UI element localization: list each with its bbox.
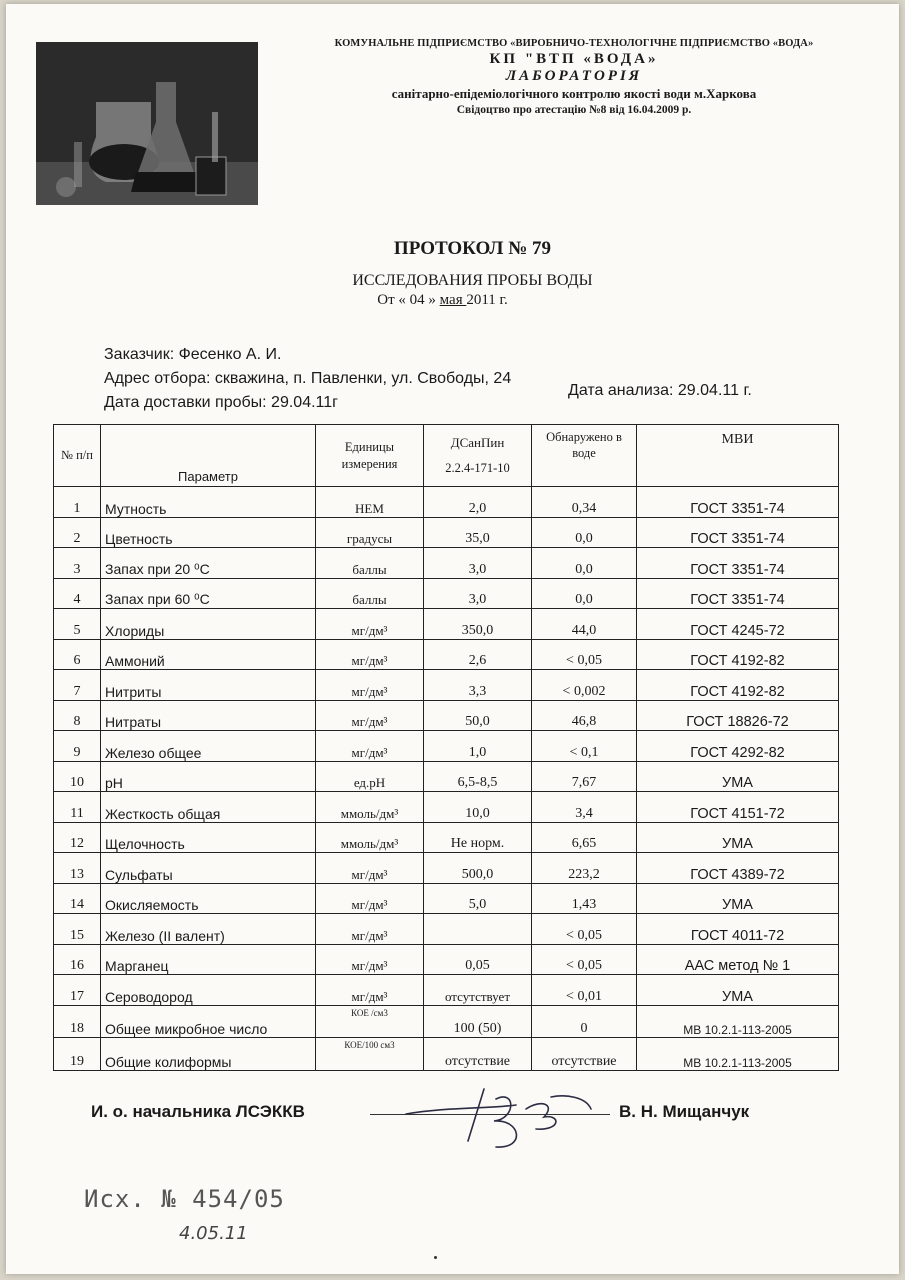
parameter-name: Нитраты [101,700,316,731]
parameter-name: Общее микробное число [101,1005,316,1038]
table-row [54,700,839,731]
table-row [54,487,839,518]
parameter-name: Нитриты [101,670,316,701]
parameter-name: Запах при 20 ⁰С [101,548,316,579]
header-found: Обнаружено в воде [532,425,637,487]
norm-value: 3,3 [424,670,532,701]
date-suffix: 2011 г. [466,292,508,308]
found-value: 0,34 [532,487,637,518]
row-number: 8 [54,700,101,731]
method: ГОСТ 18826-72 [637,700,839,731]
header-norm-name: ДСанПин [450,434,505,450]
method: ГОСТ 4389-72 [637,853,839,884]
org-name: КОМУНАЛЬНЕ ПІДПРИЄМСТВО «ВИРОБНИЧО-ТЕХНОЛОГІЧНЕ ПІДПРИЄМСТВО «ВОДА» [334,38,814,49]
row-number: 3 [54,548,101,579]
unit: мг/дм³ [316,731,424,762]
method: УМА [637,883,839,914]
parameter-name: Мутность [101,487,316,518]
protocol-date [0,292,889,309]
table-row [54,914,839,945]
parameter-name: Железо общее [101,731,316,762]
method: МВ 10.2.1-113-2005 [637,1038,839,1071]
table-body [54,487,839,1071]
method: ГОСТ 3351-74 [637,578,839,609]
norm-value [424,914,532,945]
parameter-name: Окисляемость [101,883,316,914]
row-number: 18 [54,1005,101,1038]
found-value: 46,8 [532,700,637,731]
found-value: отсутствие [532,1038,637,1071]
method: УМА [637,761,839,792]
table-row [54,731,839,762]
parameter-name: Железо (II валент) [101,914,316,945]
laboratory-glassware-photo [36,42,258,205]
norm-value: отсутствует [424,975,532,1006]
parameter-name: Хлориды [101,609,316,640]
row-number: 2 [54,517,101,548]
parameter-name: Щелочность [101,822,316,853]
table-row [54,822,839,853]
unit: мг/дм³ [316,700,424,731]
parameter-name: Жесткость общая [101,792,316,823]
header-num: № п/п [54,425,101,487]
method: МВ 10.2.1-113-2005 [637,1005,839,1038]
org-short-name: КП "ВТП «ВОДА» [489,51,659,67]
header-parameter: Параметр [101,425,316,487]
analysis-date: Дата анализа: 29.04.11 г. [568,382,752,399]
norm-value: 350,0 [424,609,532,640]
date-prefix: От « 04 » [377,292,440,308]
table-row [54,670,839,701]
found-value: 223,2 [532,853,637,884]
table-header-row [54,425,839,487]
norm-value: 0,05 [424,944,532,975]
row-number: 4 [54,578,101,609]
unit: КОЕ/100 см3 [316,1038,424,1071]
found-value: 3,4 [532,792,637,823]
norm-value: 1,0 [424,731,532,762]
accreditation-certificate: Свідоцтво про атестацію №8 від 16.04.2009 р. [456,104,692,116]
row-number: 14 [54,883,101,914]
date-month: мая [439,292,467,308]
row-number: 1 [54,487,101,518]
outgoing-number-stamp [84,1179,284,1254]
unit: НЕМ [316,487,424,518]
norm-value: 100 (50) [424,1005,532,1038]
norm-value: Не норм. [424,822,532,853]
norm-value: 6,5-8,5 [424,761,532,792]
unit: баллы [316,548,424,579]
unit: градусы [316,517,424,548]
method: ГОСТ 4192-82 [637,639,839,670]
method: УМА [637,822,839,853]
unit: ед.pH [316,761,424,792]
parameter-name: Марганец [101,944,316,975]
row-number: 10 [54,761,101,792]
table-row [54,853,839,884]
method: ГОСТ 4292-82 [637,731,839,762]
unit: баллы [316,578,424,609]
unit: мг/дм³ [316,639,424,670]
sampling-address: Адрес отбора: скважина, п. Павленки, ул. Свободы, 24 [104,370,512,387]
header-unit: Единицы измерения [316,425,424,487]
found-value: 0,0 [532,548,637,579]
delivery-date: Дата доставки пробы: 29.04.11г [104,394,338,411]
parameter-name: pH [101,761,316,792]
method: УМА [637,975,839,1006]
signatory-name: В. Н. Мищанчук [619,1102,750,1121]
header-norm-code: 2.2.4-171-10 [445,460,510,475]
lab-title: ЛАБОРАТОРІЯ [505,68,643,84]
found-value: < 0,05 [532,944,637,975]
organization-header [294,38,854,116]
method: ГОСТ 3351-74 [637,548,839,579]
protocol-title: ПРОТОКОЛ № 79 [393,238,552,259]
results-table [53,424,839,1071]
norm-value: 10,0 [424,792,532,823]
row-number: 13 [54,853,101,884]
handwritten-signature [366,1069,606,1174]
header-norm [424,425,532,487]
norm-value: 3,0 [424,548,532,579]
unit: мг/дм³ [316,975,424,1006]
method: ГОСТ 4151-72 [637,792,839,823]
parameter-name: Цветность [101,517,316,548]
table-row [54,639,839,670]
found-value: < 0,002 [532,670,637,701]
table-row [54,1038,839,1071]
method: ГОСТ 4245-72 [637,609,839,640]
found-value: < 0,05 [532,639,637,670]
table-row [54,578,839,609]
method: ААС метод № 1 [637,944,839,975]
row-number: 6 [54,639,101,670]
norm-value: 500,0 [424,853,532,884]
unit: ммоль/дм³ [316,792,424,823]
parameter-name: Сульфаты [101,853,316,884]
norm-value: 35,0 [424,517,532,548]
unit: мг/дм³ [316,944,424,975]
method: ГОСТ 3351-74 [637,517,839,548]
table-row [54,792,839,823]
found-value: 0,0 [532,517,637,548]
method: ГОСТ 3351-74 [637,487,839,518]
parameter-name: Аммоний [101,639,316,670]
norm-value: 2,0 [424,487,532,518]
svg-text:4.05.11: 4.05.11 [179,1223,248,1244]
row-number: 15 [54,914,101,945]
unit: мг/дм³ [316,883,424,914]
row-number: 16 [54,944,101,975]
signatory-position: И. о. начальника ЛСЭККВ [91,1102,305,1121]
lab-description: санітарно-епідеміологічного контролю якості води м.Харкова [391,86,757,101]
found-value: 6,65 [532,822,637,853]
row-number: 12 [54,822,101,853]
method: ГОСТ 4192-82 [637,670,839,701]
table-row [54,609,839,640]
table-row [54,761,839,792]
document-page [6,4,899,1274]
parameter-name: Сероводород [101,975,316,1006]
unit: КОЕ /см3 [316,1005,424,1038]
unit: мг/дм³ [316,609,424,640]
norm-value: 50,0 [424,700,532,731]
found-value: < 0,05 [532,914,637,945]
unit: ммоль/дм³ [316,822,424,853]
table-row [54,548,839,579]
norm-value: 3,0 [424,578,532,609]
unit: мг/дм³ [316,853,424,884]
svg-text:Исх. № 454/05: Исх. № 454/05 [84,1185,284,1213]
found-value: 7,67 [532,761,637,792]
table-row [54,517,839,548]
found-value: 44,0 [532,609,637,640]
protocol-subtitle: ИССЛЕДОВАНИЯ ПРОБЫ ВОДЫ [352,272,593,289]
found-value: < 0,1 [532,731,637,762]
found-value: < 0,01 [532,975,637,1006]
row-number: 19 [54,1038,101,1071]
parameter-name: Общие колиформы [101,1038,316,1071]
header-mvi: МВИ [637,425,839,487]
norm-value: 2,6 [424,639,532,670]
found-value: 0,0 [532,578,637,609]
table-row [54,1005,839,1038]
ink-dot [434,1256,437,1259]
table-row [54,944,839,975]
norm-value: отсутствие [424,1038,532,1071]
table-row [54,975,839,1006]
table-row [54,883,839,914]
unit: мг/дм³ [316,670,424,701]
norm-value: 5,0 [424,883,532,914]
row-number: 7 [54,670,101,701]
row-number: 9 [54,731,101,762]
customer: Заказчик: Фесенко А. И. [104,346,282,363]
row-number: 5 [54,609,101,640]
unit: мг/дм³ [316,914,424,945]
row-number: 17 [54,975,101,1006]
method: ГОСТ 4011-72 [637,914,839,945]
row-number: 11 [54,792,101,823]
parameter-name: Запах при 60 ⁰С [101,578,316,609]
found-value: 1,43 [532,883,637,914]
found-value: 0 [532,1005,637,1038]
